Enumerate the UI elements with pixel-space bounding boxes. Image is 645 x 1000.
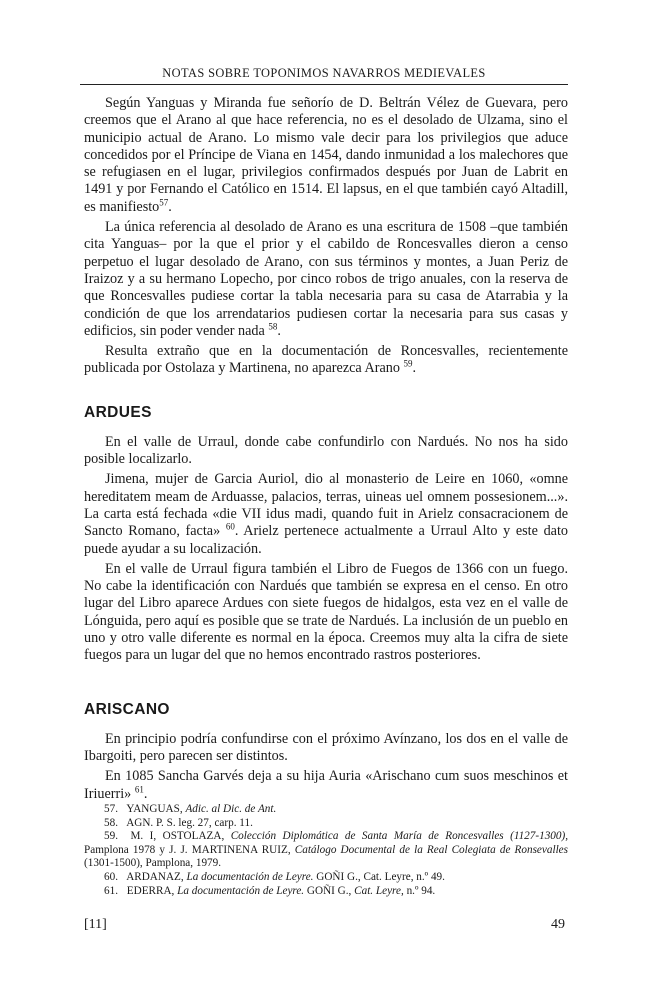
footnote-61: 61. EDERRA, La documentación de Leyre. GOÑI G., Cat. Leyre, n.º 94. (104, 884, 436, 897)
heading-ariscano: ARISCANO (84, 700, 170, 718)
note-ref-61: 61 (134, 783, 144, 794)
note-ref-57: 57 (159, 197, 169, 208)
footnote-57: 57. YANGUAS, Adic. al Dic. de Ant. (104, 803, 277, 815)
paragraph-ardues-3: En el valle de Urraul figura también el Libro de Fuegos de 1366 con un fuego. No cabe la identificación con Nardués que también se expresa en el censo. En otro lugar del Libro aparece Ardues con siete fuegos de hidalgos, esta vez en el valle de Lónguida, pero aquí es posible que se trate de Nardués. La inclusión de un pueblo en uno y otro valle diferente es normal en la época. Creemos muy alta la cifra de siete fuegos para un lugar del que no hemos encontrado rastros posteriores. (84, 560, 568, 664)
paragraph-ardues-2: Jimena, mujer de Garcia Auriol, dio al monasterio de Leire en 1060, «omne hereditatem meam de Arduasse, palacios, terras, uineas uel omnem possesionem...». La carta está fechada «die VII idus madi, quando fuit in Arielz consacracionem de Sancto Romano, facta» $^{60}$. Arielz pertenece actualmente a Urraul Alto y este dato puede ayudar a su localización. (84, 471, 568, 557)
footnote-60: 60. ARDANAZ, La documentación de Leyre. GOÑI G., Cat. Leyre, n.º 49. (104, 870, 445, 883)
header-rule (80, 84, 568, 85)
note-ref-60: 60 (225, 521, 235, 532)
folio-bracketed: [11] (84, 917, 107, 932)
footnote-59: 59. M. I, OSTOLAZA, Colección Diplomática de Santa María de Roncesvalles (1127-1300), Pamplona 1978 y J. J. MARTINENA RUIZ, Catálogo Documental de la Real Colegiata de Ronsevalles (1301-1500), Pamplona, 1979. (84, 830, 568, 870)
main-text (84, 95, 568, 806)
paragraph-roncesvalles: Resulta extraño que en la documentación de Roncesvalles, recientemente publicada por Ostolaza y Martinena, no aparezca Arano $^{59}$. (84, 343, 568, 377)
page-number: 49 (551, 917, 565, 932)
paragraph-escritura: La única referencia al desolado de Arano es una escritura de 1508 –que también cita Yanguas– por la que el prior y el cabildo de Roncesvalles dieron a censo perpetuo el lugar desolado de Arano, con sus términos y montes, a Juan Periz de Iraizoz y a su hermano Lopecho, por cinco robos de trigo anuales, con la reserva de que Roncesvalles pudiese cortar la tabla necesaria para su casa de Atarrabia y la condición de que los arrendatarios pudiesen cortar la necesaria para sus casas y edificios, sin poder vender nada $^{58}$. (84, 219, 568, 339)
footnote-58: 58. AGN. P. S. leg. 27, carp. 11. (104, 816, 253, 829)
paragraph-yanguas: Según Yanguas y Miranda fue señorío de D. Beltrán Vélez de Guevara, pero creemos que el Arano al que hace referencia, no es el desolado de Ulzama, sino el municipio actual de Arano. Lo mismo vale decir para los privilegios que aduce concedidos por el Príncipe de Viana en 1454, dando inmunidad a los malechores que se refugiasen en el lugar, privilegios confirmados después por Juan de Labrit en 1491 y por Fernando el Católico en 1514. El lapsus, en el que también cayó Altadill, es manifiesto$^{57}$. (84, 95, 568, 215)
paragraph-ariscano-1: En principio podría confundirse con el próximo Avínzano, los dos en el valle de Ibargoiti, pero parecen ser distintos. (84, 730, 568, 764)
running-head: NOTAS SOBRE TOPONIMOS NAVARROS MEDIEVALES (162, 66, 486, 80)
note-ref-59: 59 (403, 358, 413, 369)
footnotes (84, 803, 568, 898)
paragraph-ariscano-2: En 1085 Sancha Garvés deja a su hija Auria «Arischano cum suos meschinos et Iriuerri» $^{61}$. (84, 768, 568, 802)
note-ref-58: 58 (268, 321, 278, 332)
paragraph-ardues-1: En el valle de Urraul, donde cabe confundirlo con Nardués. No nos ha sido posible localizarlo. (84, 433, 568, 468)
heading-ardues: ARDUES (84, 403, 152, 421)
